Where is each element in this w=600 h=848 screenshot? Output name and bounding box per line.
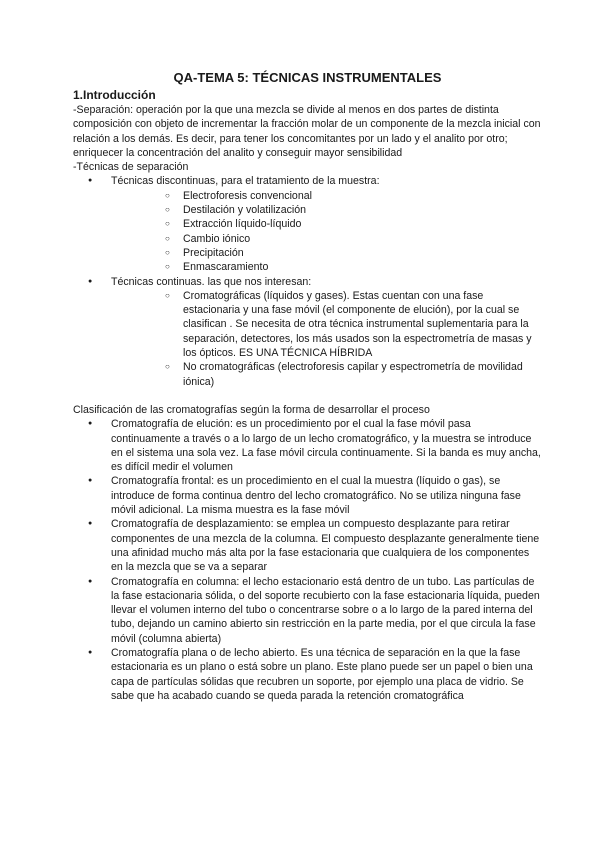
tecnicas-list: [73, 174, 542, 388]
list-item: ● Cromatografía en columna: el lecho estacionario está dentro de un tubo. Las partículas de la fase estacionaria sólida, o del soporte recubierto con la fase estacionaria líquida, pueden llevar el volumen interno del tubo o concentrarse sobre o a lo largo de la pared interna del tubo, dejando un camino abierto sin restricción en la parte media, por el que circula la fase móvil (columna abierta): [73, 575, 542, 646]
list-item: ○ Enmascaramiento: [111, 260, 542, 274]
list-item-label: Técnicas discontinuas, para el tratamiento de la muestra:: [111, 175, 380, 188]
list-item-label: Técnicas continuas. las que nos interesan:: [111, 275, 312, 288]
list-item: ● Cromatografía plana o de lecho abierto. Es una técnica de separación en la que la fase estacionaria es un plano o está sobre un plano. Este plano puede ser un papel o bien una capa de partículas sólidas que recubren un soporte, por ejemplo una placa de vidrio. Se sabe que ha acabado cuando se queda parada la retención cromatográfica: [73, 646, 542, 703]
section-heading-introduccion: 1.Introducción: [73, 88, 156, 102]
page-title: QA-TEMA 5: TÉCNICAS INSTRUMENTALES: [173, 70, 442, 85]
list-item: ● Cromatografía frontal: es un procedimiento en el cual la muestra (líquido o gas), se introduce de forma continua dentro del lecho cromatográfico. No se utiliza ninguna fase móvil adicional. La misma muestra es la fase móvil: [73, 474, 542, 517]
spacer: [73, 389, 542, 403]
list-item: ○ Extracción líquido-líquido: [111, 217, 542, 231]
paragraph-separacion: -Separación: operación por la que una mezcla se divide al menos en dos partes de distinta composición con objeto de incrementar la fracción molar de un componente de la mezcla inicial con relación a los demás. Es decir, para tener los concomitantes por un lado y el analito por otro; enriquecer la concentración del analito y conseguir mayor sensibilidad: [73, 104, 541, 159]
continuas-sublist: [111, 289, 542, 389]
paragraph-tecnicas-separacion: -Técnicas de separación: [73, 161, 189, 174]
list-item: ● Cromatografía de desplazamiento: se emplea un compuesto desplazante para retirar componentes de una mezcla de la columna. El compuesto desplazante generalmente tiene una afinidad mucho más alta por la fase estacionaria que cualquiera de los componentes en la mezcla que se va a separar: [73, 517, 542, 574]
list-item-discontinuas: [73, 174, 542, 274]
list-item: ● Cromatografía de elución: es un procedimiento por el cual la fase móvil pasa continuamente a través o a lo largo de un lecho cromatográfico, y la muestra se introduce en el sistema una sola vez. La fase móvil circula continuamente. Si la banda es muy ancha, es difícil medir el volumen: [73, 417, 542, 474]
paragraph-clasificacion: Clasificación de las cromatografías según la forma de desarrollar el proceso: [73, 403, 430, 416]
list-item: ○ Cromatográficas (líquidos y gases). Estas cuentan con una fase estacionaria y una fase móvil (el componente de elución), por la cual se clasifican . Se necesita de otra técnica instrumental suplementaria para la separación, detectores, los más usados son la espectrometría de masas y los ópticos. ES UNA TÉCNICA HÍBRIDA: [111, 289, 542, 360]
list-item: ○ Cambio iónico: [111, 232, 542, 246]
list-item: ○ Precipitación: [111, 246, 542, 260]
list-item: ○ Destilación y volatilización: [111, 203, 542, 217]
discontinuas-sublist: [111, 189, 542, 275]
list-item: ○ Electroforesis convencional: [111, 189, 542, 203]
clasificacion-list: [73, 417, 542, 703]
list-item: ○ No cromatográficas (electroforesis capilar y espectrometría de movilidad iónica): [111, 360, 542, 389]
list-item-continuas: [73, 275, 542, 389]
